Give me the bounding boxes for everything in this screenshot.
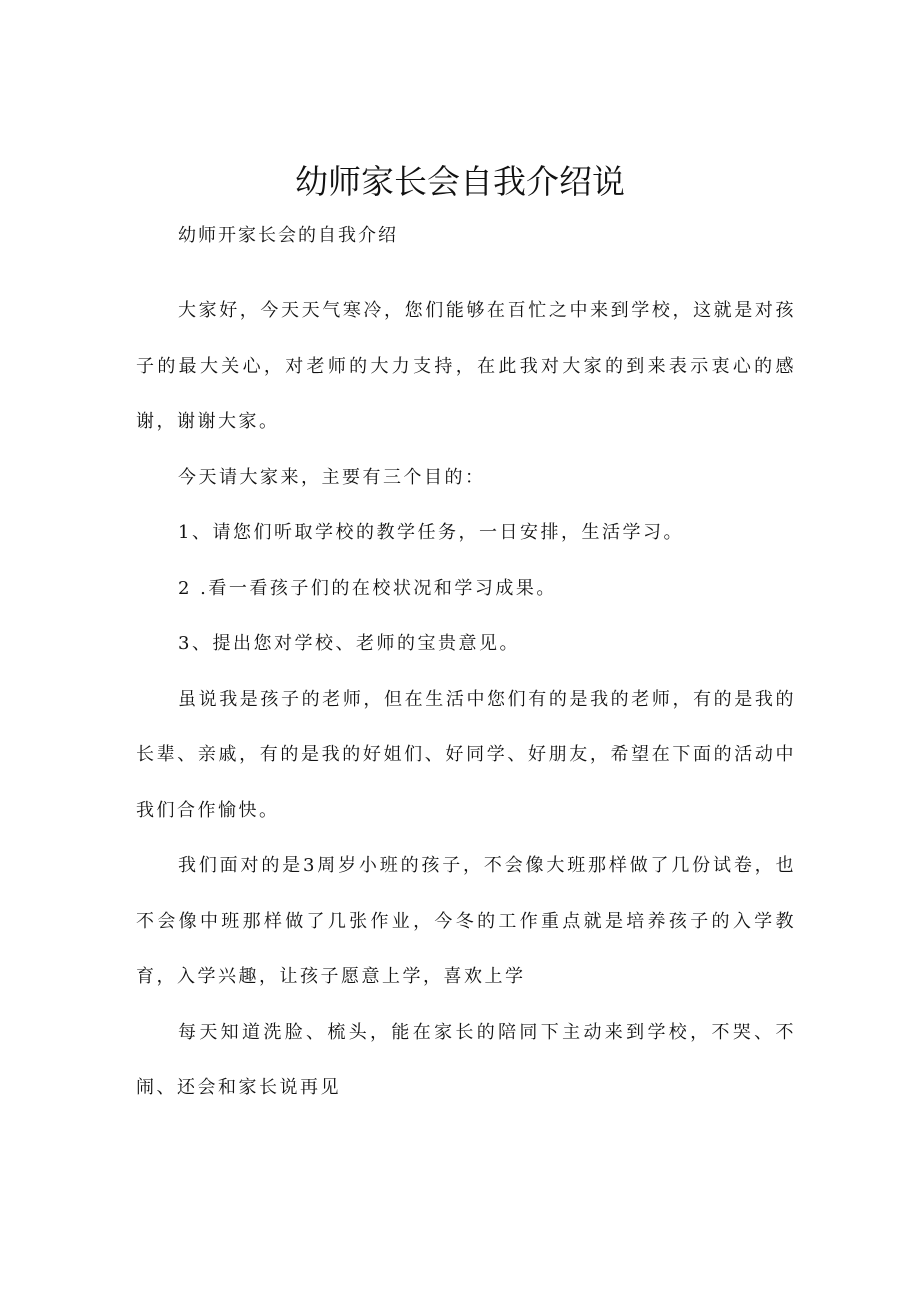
- paragraph-class-focus: 我们面对的是3周岁小班的孩子，不会像大班那样做了几份试卷，也不会像中班那样做了几张作业，今冬的工作重点就是培养孩子的入学教育，入学兴趣，让孩子愿意上学，喜欢上学: [136, 855, 796, 987]
- paragraph-greeting: 大家好，今天天气寒冷，您们能够在百忙之中来到学校，这就是对孩子的最大关心，对老师的大力支持，在此我对大家的到来表示衷心的感谢，谢谢大家。: [136, 300, 796, 432]
- paragraph-daily-habits: 每天知道洗脸、梳头，能在家长的陪同下主动来到学校，不哭、不闹、还会和家长说再见: [136, 1021, 796, 1098]
- list-item-purpose-1: 1、请您们听取学校的教学任务，一日安排，生活学习。: [178, 522, 684, 543]
- document-subtitle: 幼师开家长会的自我介绍: [178, 225, 398, 246]
- spacer: [136, 258, 796, 283]
- paragraph-relationship: 虽说我是孩子的老师，但在生活中您们有的是我的老师，有的是我的长辈、亲戚，有的是我的好姐们、好同学、好朋友，希望在下面的活动中我们合作愉快。: [136, 688, 796, 821]
- list-item-purpose-3: 3、提出您对学校、老师的宝贵意见。: [178, 633, 520, 654]
- paragraph-purposes-intro: 今天请大家来，主要有三个目的：: [178, 466, 486, 488]
- list-item-purpose-2: 2 .看一看孩子们的在校状况和学习成果。: [178, 577, 557, 599]
- document-title: 幼师家长会自我介绍说: [295, 162, 625, 202]
- document-body: [136, 214, 796, 1116]
